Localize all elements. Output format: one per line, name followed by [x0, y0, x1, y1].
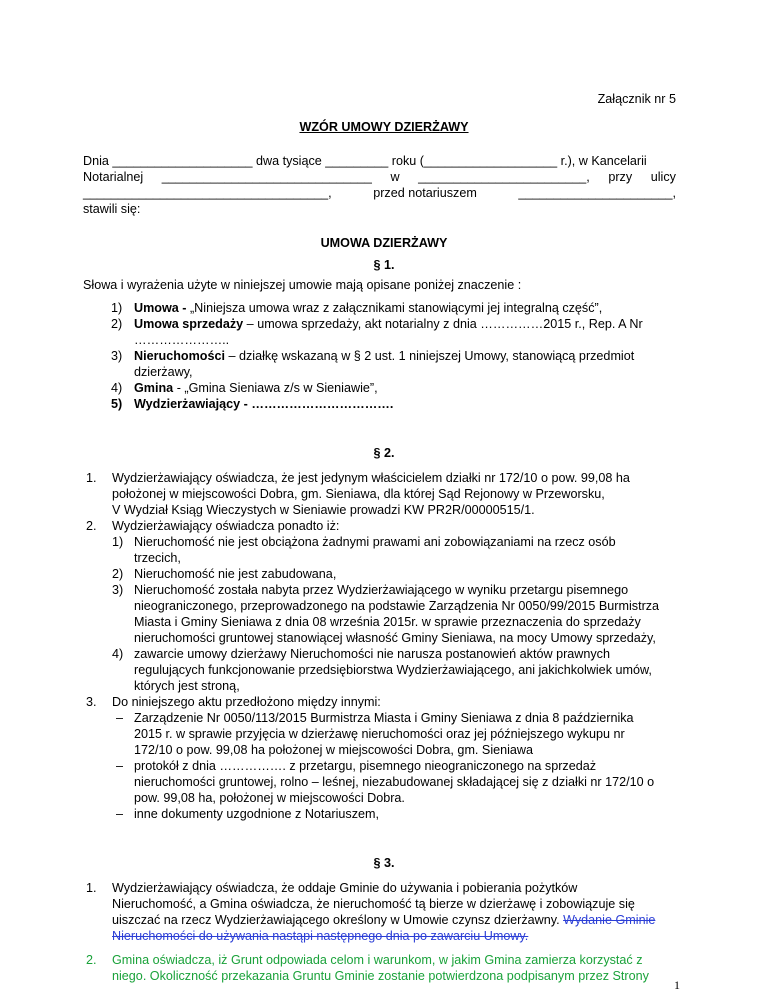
s3-p1-line: Nieruchomość, a Gmina oświadcza, że nieruchomość tą bierze w dzierżawę i zobowiązuje się — [112, 897, 635, 911]
s2-bullet-line: inne dokumenty uzgodnione z Notariuszem, — [134, 807, 380, 821]
definition-term: Nieruchomości — [134, 349, 225, 363]
contract-heading: UMOWA DZIERŻAWY — [320, 236, 448, 250]
s2-bullet-line: nieruchomości gruntowej, rolno – leśnej, niezabudowanej składającej się z działki nr 172/10 o — [134, 775, 655, 789]
intro-line-3 — [83, 185, 676, 201]
deleted-text: Nieruchomości do używania nastąpi następnego dnia po zawarciu Umowy. — [112, 929, 529, 943]
definition-term: Gmina — [134, 381, 174, 395]
s2-item-line: zawarcie umowy dzierżawy Nieruchomości nie narusza postanowień aktów prawnych — [134, 647, 610, 661]
s2-item-line: Nieruchomość nie jest zabudowana, — [134, 567, 337, 581]
attachment-label: Załącznik nr 5 — [597, 92, 676, 106]
definition-number: 5) — [111, 397, 123, 411]
s2-item-line: których jest stroną, — [134, 679, 240, 693]
intro-line-2 — [83, 169, 676, 185]
definition-number: 2) — [111, 317, 123, 331]
s3-p2-line: Gmina oświadcza, iż Grunt odpowiada celom i warunkom, w jakim Gmina zamierza korzystać z — [112, 953, 643, 967]
paragraph-number: 2. — [86, 519, 97, 533]
paragraph-number: 1. — [86, 881, 97, 895]
s3-p1-line — [112, 912, 655, 928]
intro-word: ________________________, — [418, 170, 590, 184]
definition-number: 4) — [111, 381, 123, 395]
intro-line-1: Dnia ____________________ dwa tysiące _________ roku (___________________ r.), w Kancelarii — [83, 154, 647, 168]
item-number: 2) — [112, 567, 124, 581]
definition-2 — [134, 316, 643, 332]
s2-bullet-line: Zarządzenie Nr 0050/113/2015 Burmistrza Miasta i Gminy Sieniawa z dnia 8 października — [134, 711, 634, 725]
s2-p3-line: Do niniejszego aktu przedłożono między innymi: — [112, 695, 381, 709]
page-number: 1 — [674, 978, 680, 992]
paragraph-number: 2. — [86, 953, 97, 967]
dash-bullet: – — [116, 711, 124, 725]
s2-bullet-line: protokół z dnia ……………. z przetargu, pisemnego nieograniczonego na sprzedaż — [134, 759, 597, 773]
s2-bullet-line: 172/10 o pow. 99,08 ha położonej w miejscowości Dobra, gm. Sieniawa — [134, 743, 534, 757]
s2-p1-line: Wydzierżawiający oświadcza, że jest jedynym właścicielem działki nr 172/10 o pow. 99,08 ha — [112, 471, 630, 485]
s2-p2-line: Wydzierżawiający oświadcza ponadto iż: — [112, 519, 340, 533]
section-3-heading: § 3. — [373, 856, 395, 870]
s2-p1-line: położonej w miejscowości Dobra, gm. Sieniawa, dla której Sąd Rejonowy w Przeworsku, — [112, 487, 605, 501]
definition-term: Umowa - — [134, 301, 187, 315]
dash-bullet: – — [116, 759, 124, 773]
definition-5: Wydzierżawiający - ……………………………. — [134, 397, 394, 411]
definition-text: – działkę wskazaną w § 2 ust. 1 niniejszej Umowy, stanowiącą przedmiot — [224, 349, 635, 363]
intro-word: Notarialnej — [83, 170, 144, 184]
item-number: 3) — [112, 583, 124, 597]
definition-3 — [134, 348, 634, 364]
s2-bullet-line: 2015 r. w sprawie przyjęcia w dzierżawę nieruchomości oraz jej późniejszego wykupu nr — [134, 727, 625, 741]
document-title: WZÓR UMOWY DZIERŻAWY — [299, 120, 469, 134]
s2-item-line: nieruchomości gruntowej stanowiącej własność Gminy Sieniawa, na mocy Umowy sprzedaży, — [134, 631, 656, 645]
s2-p1-line: V Wydział Ksiąg Wieczystych w Sieniawie prowadzi KW PR2R/00000515/1. — [112, 503, 535, 517]
definition-text: „Niniejsza umowa wraz z załącznikami stanowiącymi jej integralną część”, — [186, 301, 603, 315]
deleted-text: Wydanie Gminie — [563, 913, 656, 927]
s2-item-line: trzecich, — [134, 551, 181, 565]
definition-text: – umowa sprzedaży, akt notarialny z dnia ……………2015 r., Rep. A Nr — [243, 317, 643, 331]
intro-word: ______________________________ — [161, 170, 372, 184]
item-number: 4) — [112, 647, 124, 661]
section-2-heading: § 2. — [373, 446, 395, 460]
definition-text: - „Gmina Sieniawa z/s w Sieniawie”, — [173, 381, 378, 395]
s3-p2-line: niego. Okoliczność przekazania Gruntu Gminie zostanie potwierdzona podpisanym przez Strony — [112, 969, 649, 983]
s3-p1-text: uiszczać na rzecz Wydzierżawiającego określony w Umowie czynsz dzierżawny. — [112, 913, 560, 927]
intro-word: ulicy — [650, 170, 676, 184]
intro-word: ___________________________________, — [83, 186, 332, 200]
dash-bullet: – — [116, 807, 124, 821]
intro-word: przy — [608, 170, 633, 184]
s2-bullet-line: pow. 99,08 ha, położonej w miejscowości Dobra. — [134, 791, 405, 805]
definition-number: 3) — [111, 349, 123, 363]
s2-item-line: regulujących funkcjonowanie przedsiębiorstwa Wydzierżawiającego, ani jakichkolwiek umów, — [134, 663, 652, 677]
intro-word: przed notariuszem — [373, 186, 477, 200]
definition-3-cont: dzierżawy, — [134, 365, 193, 379]
paragraph-number: 1. — [86, 471, 97, 485]
s2-item-line: Nieruchomość została nabyta przez Wydzierżawiającego w wyniku przetargu pisemnego — [134, 583, 629, 597]
definition-1 — [134, 300, 602, 316]
s2-item-line: Miasta i Gminy Sieniawa z dnia 08 września 2015r. w sprawie przeznaczenia do sprzedaży — [134, 615, 641, 629]
definition-4 — [134, 380, 378, 396]
intro-word: w — [390, 170, 400, 184]
section-1-heading: § 1. — [373, 258, 395, 272]
definition-term: Umowa sprzedaży — [134, 317, 244, 331]
intro-line-4: stawili się: — [83, 202, 141, 216]
s2-item-line: nieograniczonego, przeprowadzonego na podstawie Zarządzenia Nr 0050/99/2015 Burmistrza — [134, 599, 660, 613]
paragraph-number: 3. — [86, 695, 97, 709]
s2-item-line: Nieruchomość nie jest obciążona żadnymi prawami ani zobowiązaniami na rzecz osób — [134, 535, 616, 549]
item-number: 1) — [112, 535, 124, 549]
definition-2-cont: ………………….. — [134, 333, 230, 347]
intro-word: ______________________, — [518, 186, 676, 200]
section-1-intro: Słowa i wyrażenia użyte w niniejszej umowie mają opisane poniżej znaczenie : — [83, 278, 522, 292]
definition-number: 1) — [111, 301, 123, 315]
s3-p1-line: Wydzierżawiający oświadcza, że oddaje Gminie do używania i pobierania pożytków — [112, 881, 578, 895]
